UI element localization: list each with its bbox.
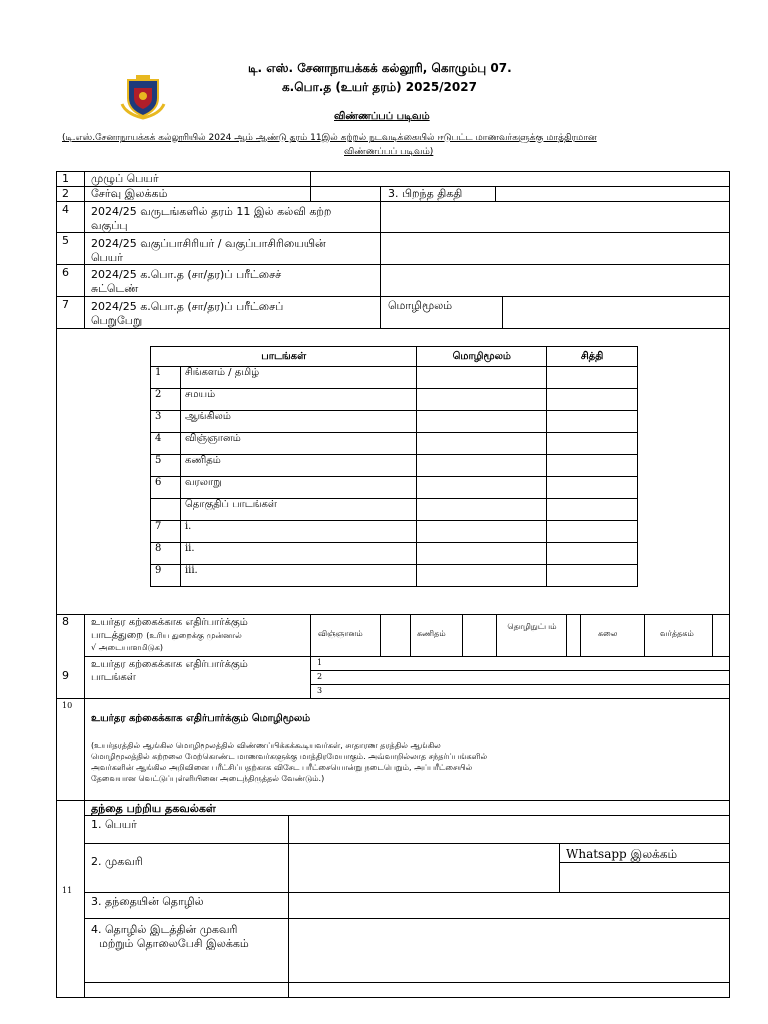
subject-pass-field[interactable] xyxy=(547,499,638,521)
form-title: விண்ணப்பப் படிவம் xyxy=(334,111,430,122)
subject-medium-field[interactable] xyxy=(417,521,547,543)
subject-medium-field[interactable] xyxy=(417,543,547,565)
whatsapp-field[interactable] xyxy=(560,863,729,891)
subject-number: 3 xyxy=(151,411,181,433)
date-of-birth-field[interactable] xyxy=(496,187,729,201)
subject-name: கணிதம் xyxy=(180,455,416,477)
expected-subjects-label-line1: உயர்தர கற்கைக்காக எதிர்பார்க்கும் xyxy=(91,659,248,670)
subject-pass-field[interactable] xyxy=(547,455,638,477)
header-note-line1: (டி.எஸ்.சேனாநாயக்கக் கல்லூரியில் 2024 ஆம் ஆண்டு தரம் 11இல் கற்றல் நடவடிக்கையில் ஈடுபட்ட மாணவர்களுக்கு மாத்திரமான xyxy=(62,133,597,143)
subject-medium-field[interactable] xyxy=(417,455,547,477)
subject-name: iii. xyxy=(180,565,416,587)
medium-note-line3: அவர்களின் ஆங்கில அறிவினை பரீட்சிப்பதற்காக விசேட பரீட்சையொன்று நடைபெறும், அப்பரீட்சையில் xyxy=(91,763,473,772)
subjects-header-subject: பாடங்கள் xyxy=(151,347,417,367)
subject-row xyxy=(151,389,638,411)
row-6-number: 6 xyxy=(62,266,69,279)
medium-note-line1: (உயர்தரத்தில் ஆங்கில மொழிமூலத்தில் விண்ணப்பிக்கக்கூடியவர்கள், சாதாரண தரத்தில் ஆங்கில xyxy=(91,741,441,750)
subject-row xyxy=(151,411,638,433)
college-name: டி. எஸ். சேனாநாயக்கக் கல்லூரி, கொழும்பு 07. xyxy=(248,61,512,75)
subject-name: சிங்களம் / தமிழ் xyxy=(180,367,416,389)
subject-pass-field[interactable] xyxy=(547,521,638,543)
stream-maths[interactable]: கணிதம் xyxy=(417,629,446,638)
ol-index-label-line1: 2024/25 க.பொ.த (சா/தர)ப் பரீட்சைச் xyxy=(91,268,282,281)
subject-row xyxy=(151,367,638,389)
ol-subjects-table xyxy=(150,346,638,587)
expected-subject-1-field[interactable] xyxy=(330,657,729,670)
expected-subject-3-field[interactable] xyxy=(330,685,729,698)
subject-medium-field[interactable] xyxy=(417,367,547,389)
stream-arts[interactable]: கலை xyxy=(598,629,618,638)
subject-pass-field[interactable] xyxy=(547,543,638,565)
full-name-label: முழுப் பெயர் xyxy=(91,172,159,185)
class-teacher-label-line2: பெயர் xyxy=(91,251,123,264)
ol-result-label-line1: 2024/25 க.பொ.த (சா/தர)ப் பரீட்சைப் xyxy=(91,300,284,313)
row-9-number: 9 xyxy=(62,669,69,682)
subjects-header-row xyxy=(151,347,638,367)
date-of-birth-label: 3. பிறந்த திகதி xyxy=(388,187,463,200)
stream-science[interactable]: விஞ்ஞானம் xyxy=(318,629,363,638)
subject-medium-field[interactable] xyxy=(417,389,547,411)
father-occupation-field[interactable] xyxy=(289,893,729,918)
stream-label-text: பாடத்துறை xyxy=(91,630,144,641)
subject-pass-field[interactable] xyxy=(547,367,638,389)
subject-name: தொகுதிப் பாடங்கள் xyxy=(180,499,416,521)
medium-note-line2: மொழிமூலத்தில் கற்றலை மேற்கொண்ட மாணவர்களுக்கு மாத்திரமேயாகும். அவ்வாறில்லாத சந்தர்ப்பங்களில் xyxy=(91,752,488,761)
subject-medium-field[interactable] xyxy=(417,477,547,499)
row-1-number: 1 xyxy=(62,172,69,185)
subject-pass-field[interactable] xyxy=(547,389,638,411)
admission-number-label: சேர்வு இலக்கம் xyxy=(91,187,168,200)
subject-pass-field[interactable] xyxy=(547,565,638,587)
college-crest-logo xyxy=(118,74,168,120)
father-address-label: 2. முகவரி xyxy=(91,855,143,868)
stream-label-line3: √ அடையாளமிடுக) xyxy=(91,643,163,652)
exam-year: க.பொ.த (உயர் தரம்) 2025/2027 xyxy=(282,80,477,94)
ol-index-field[interactable] xyxy=(381,265,729,295)
medium-section-title: உயர்தர கற்கைக்காக எதிர்பார்க்கும் மொழிமூலம் xyxy=(91,713,311,724)
row-8-number: 8 xyxy=(62,615,69,628)
subject-name: ஆங்கிலம் xyxy=(180,411,416,433)
subject-row xyxy=(151,521,638,543)
subject-number: 5 xyxy=(151,455,181,477)
expected-subject-1-num: 1 xyxy=(317,658,323,667)
subject-name: ii. xyxy=(180,543,416,565)
father-address-field[interactable] xyxy=(289,844,559,892)
work-address-label-line1: 4. தொழில் இடத்தின் முகவரி xyxy=(91,923,238,936)
header-note-line2: விண்ணப்பப் படிவம்) xyxy=(344,147,434,157)
full-name-field[interactable] xyxy=(311,172,729,186)
subject-name: சமயம் xyxy=(180,389,416,411)
subjects-header-pass: சித்தி xyxy=(547,347,638,367)
subject-number: 1 xyxy=(151,367,181,389)
ol-medium-label: மொழிமூலம் xyxy=(388,299,453,312)
subject-row xyxy=(151,433,638,455)
expected-subject-3-num: 3 xyxy=(317,686,323,695)
row-10-number: 10 xyxy=(62,701,73,710)
row-5-number: 5 xyxy=(62,234,69,247)
expected-subject-2-num: 2 xyxy=(317,672,323,681)
subject-pass-field[interactable] xyxy=(547,411,638,433)
subject-number xyxy=(151,499,181,521)
grade11-class-field[interactable] xyxy=(381,202,729,232)
stream-commerce[interactable]: வர்த்தகம் xyxy=(660,629,694,638)
father-name-label: 1. பெயர் xyxy=(91,818,137,831)
expected-subject-2-field[interactable] xyxy=(330,671,729,684)
father-occupation-label: 3. தந்தையின் தொழில் xyxy=(91,895,204,908)
row-7-number: 7 xyxy=(62,298,69,311)
subject-row xyxy=(151,455,638,477)
admission-number-field[interactable] xyxy=(311,187,379,201)
stream-label-line2 xyxy=(91,629,242,643)
father-section-title: தந்தை பற்றிய தகவல்கள் xyxy=(91,802,216,815)
subject-number: 6 xyxy=(151,477,181,499)
subject-medium-field[interactable] xyxy=(417,565,547,587)
subjects-header-medium: மொழிமூலம் xyxy=(417,347,547,367)
row-4-number: 4 xyxy=(62,203,69,216)
ol-medium-field[interactable] xyxy=(503,297,729,327)
ol-index-label-line2: சுட்டெண் xyxy=(91,282,139,295)
subject-row xyxy=(151,499,638,521)
whatsapp-label: Whatsapp இலக்கம் xyxy=(566,847,678,861)
father-name-field[interactable] xyxy=(289,816,729,843)
subject-medium-field[interactable] xyxy=(417,433,547,455)
row-2-number: 2 xyxy=(62,187,69,200)
subject-number: 9 xyxy=(151,565,181,587)
stream-technology[interactable]: தொழிநுட்பம் xyxy=(507,622,557,631)
subject-medium-field[interactable] xyxy=(417,499,547,521)
subject-pass-field[interactable] xyxy=(547,433,638,455)
subject-name: வரலாறு xyxy=(180,477,416,499)
row-11-number: 11 xyxy=(62,886,73,895)
subject-pass-field[interactable] xyxy=(547,477,638,499)
subject-medium-field[interactable] xyxy=(417,411,547,433)
subject-row xyxy=(151,543,638,565)
subject-name: விஞ்ஞானம் xyxy=(180,433,416,455)
stream-label-line1: உயர்தர கற்கைக்காக எதிர்பார்க்கும் xyxy=(91,617,248,628)
grade11-class-label-line1: 2024/25 வருடங்களில் தரம் 11 இல் கல்வி கற்ற xyxy=(91,205,332,218)
subject-row xyxy=(151,565,638,587)
medium-note-line4: தேவையான வெட்டுப்புள்ளியினை அடைந்திருத்தல் வேண்டும்.) xyxy=(91,774,325,783)
work-address-field[interactable] xyxy=(289,919,729,982)
subject-number: 7 xyxy=(151,521,181,543)
subject-number: 2 xyxy=(151,389,181,411)
class-teacher-label-line1: 2024/25 வகுப்பாசிரியர் / வகுப்பாசிரியையின் xyxy=(91,237,326,250)
grade11-class-label-line2: வகுப்பு xyxy=(91,219,128,232)
subject-name: i. xyxy=(180,521,416,543)
subject-row xyxy=(151,477,638,499)
expected-subjects-label-line2: பாடங்கள் xyxy=(91,672,136,683)
subject-number: 4 xyxy=(151,433,181,455)
work-address-label-line2: மற்றும் தொலைபேசி இலக்கம் xyxy=(99,937,249,950)
ol-result-label-line2: பெறுபேறு xyxy=(91,314,143,327)
subject-number: 8 xyxy=(151,543,181,565)
stream-label-note: (உரிய துறைக்கு முன்னால் xyxy=(146,631,242,640)
class-teacher-field[interactable] xyxy=(381,233,729,263)
